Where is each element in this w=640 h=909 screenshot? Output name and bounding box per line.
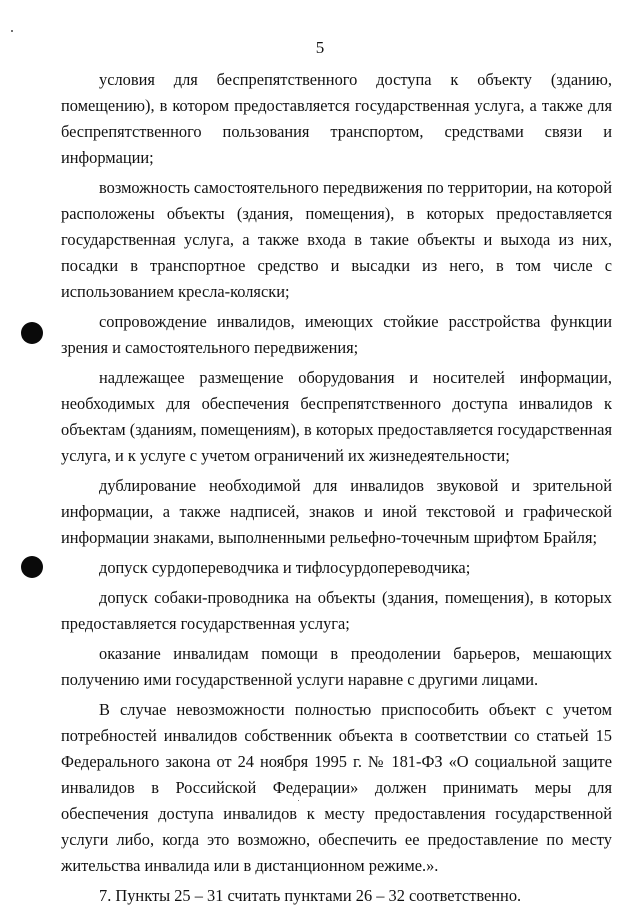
punch-hole <box>21 322 43 344</box>
scan-speck <box>11 30 13 32</box>
paragraph-owner-obligations: В случае невозможности полностью приспособить объект с учетом потребностей инвалидов собственник объекта в соответствии со статьей 15 Федерального закона от 24 ноября 1995 г. № 181-ФЗ «О социальной защите инвалидов в Российской Федерации» должен принимать меры для обеспечения доступа инвалидов к месту предоставления государственной услуги либо, когда это возможно, обеспечить ее предоставление по месту жительства инвалида или в дистанционном режиме.». <box>61 700 612 875</box>
paragraph-accessibility-conditions: условия для беспрепятственного доступа к объекту (зданию, помещению), в котором предоставляется государственная услуга, а также для беспрепятственного пользования транспортом, средствами связи и информации; <box>61 70 612 167</box>
paragraph-interpreter-admission: допуск сурдопереводчика и тифлосурдопереводчика; <box>99 558 471 577</box>
page-number: 5 <box>315 38 325 57</box>
paragraph-barrier-assistance: оказание инвалидам помощи в преодолении барьеров, мешающих получению ими государственной услуги наравне с другими лицами. <box>61 644 612 689</box>
paragraph-escort-visually-impaired: сопровождение инвалидов, имеющих стойкие расстройства функции зрения и самостоятельного передвижения; <box>61 312 612 357</box>
paragraph-equipment-placement: надлежащее размещение оборудования и носителей информации, необходимых для обеспечения беспрепятственного доступа инвалидов к объектам (зданиям, помещениям), в которых предоставляется государственная услуга, и к услуге с учетом ограничений их жизнедеятельности; <box>61 368 612 465</box>
paragraph-guide-dog-admission: допуск собаки-проводника на объекты (здания, помещения), в которых предоставляется государственная услуга; <box>61 588 612 633</box>
paragraph-information-duplication: дублирование необходимой для инвалидов звуковой и зрительной информации, а также надписей, знаков и иной текстовой и графической информации знаками, выполненными рельефно-точечным шрифтом Брайля; <box>61 476 612 547</box>
punch-hole <box>21 556 43 578</box>
paragraph-renumbering: 7. Пункты 25 – 31 считать пунктами 26 – 32 соответственно. <box>99 886 522 905</box>
paragraph-independent-movement: возможность самостоятельного передвижения по территории, на которой расположены объекты (здания, помещения), в которых предоставляется государственная услуга, а также входа в такие объекты и выхода из них, посадки в транспортное средство и высадки из него, в том числе с использованием кресла-коляски; <box>61 178 612 301</box>
document-body <box>61 67 612 909</box>
